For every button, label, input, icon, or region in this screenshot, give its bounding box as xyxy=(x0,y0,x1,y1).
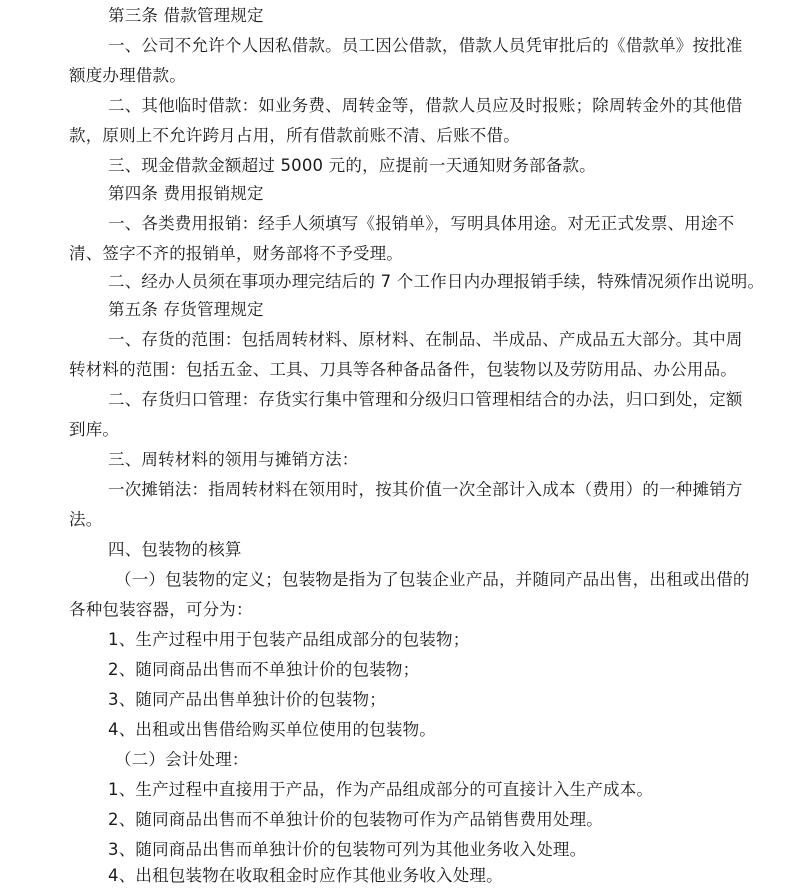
paragraph-line: 清、签字不齐的报销单，财务部将不予受理。 xyxy=(69,244,403,263)
paragraph-line: 一、存货的范围：包括周转材料、原材料、在制品、半成品、产成品五大部分。其中周 xyxy=(108,330,743,349)
paragraph-line: 到库。 xyxy=(69,420,120,439)
paragraph-line: 一、各类费用报销：经手人须填写《报销单》，写明具体用途。对无正式发票、用途不 xyxy=(108,214,735,233)
paragraph-line: 一、公司不允许个人因私借款。员工因公借款，借款人员凭审批后的《借款单》按批准 xyxy=(108,36,743,55)
article-4-heading: 第四条 费用报销规定 xyxy=(108,184,264,203)
paragraph-line: （一）包装物的定义；包装物是指为了包装企业产品，并随同产品出售，出租或出借的 xyxy=(115,570,750,589)
list-item: 2、随同商品出售而不单独计价的包装物可作为产品销售费用处理。 xyxy=(108,810,603,829)
article-3-heading: 第三条 借款管理规定 xyxy=(108,6,264,25)
paragraph-line: 二、其他临时借款：如业务费、周转金等，借款人员应及时报账；除周转金外的其他借 xyxy=(108,96,743,115)
paragraph-line: 四、包装物的核算 xyxy=(108,540,242,559)
paragraph-line: （二）会计处理： xyxy=(115,750,249,769)
paragraph-line: 款，原则上不允许跨月占用，所有借款前账不清、后账不借。 xyxy=(69,126,520,145)
paragraph-line: 三、周转材料的领用与摊销方法： xyxy=(108,450,359,469)
paragraph-line: 额度办理借款。 xyxy=(69,66,186,85)
paragraph-line: 法。 xyxy=(69,510,103,529)
paragraph-line: 二、经办人员须在事项办理完结后的 7 个工作日内办理报销手续，特殊情况须作出说明。 xyxy=(108,272,765,291)
list-item: 1、生产过程中用于包装产品组成部分的包装物； xyxy=(108,630,470,649)
paragraph-line: 转材料的范围：包括五金、工具、刀具等各种备品备件，包装物以及劳防用品、办公用品。 xyxy=(69,360,737,379)
paragraph-line: 各种包装容器，可分为： xyxy=(69,600,253,619)
list-item: 3、随同产品出售单独计价的包装物； xyxy=(108,690,386,709)
paragraph-line: 二、存货归口管理：存货实行集中管理和分级归口管理相结合的办法，归口到处，定额 xyxy=(108,390,743,409)
list-item: 2、随同商品出售而不单独计价的包装物； xyxy=(108,660,420,679)
paragraph-line: 一次摊销法：指周转材料在领用时，按其价值一次全部计入成本（费用）的一种摊销方 xyxy=(108,480,743,499)
article-5-heading: 第五条 存货管理规定 xyxy=(108,300,264,319)
paragraph-line: 三、现金借款金额超过 5000 元的，应提前一天通知财务部备款。 xyxy=(108,156,596,175)
list-item: 3、随同商品出售而单独计价的包装物可列为其他业务收入处理。 xyxy=(108,840,587,859)
list-item: 4、出租或出售借给购买单位使用的包装物。 xyxy=(108,720,436,739)
list-item: 4、出租包装物在收取租金时应作其他业务收入处理。 xyxy=(108,866,503,885)
list-item: 1、生产过程中直接用于产品，作为产品组成部分的可直接计入生产成本。 xyxy=(108,780,654,799)
